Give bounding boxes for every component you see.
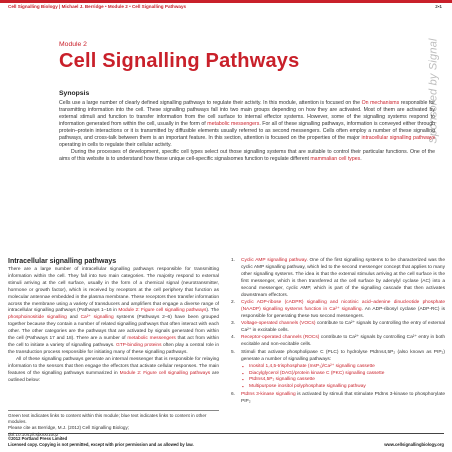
link-mammalian-cell-types[interactable]: mammalian cell types xyxy=(310,156,361,163)
copyright-text: ©2012 Portland Press Limited xyxy=(8,436,68,441)
citation-text: Please cite as Berridge, M.J. (2012) Cell Signalling Biology; xyxy=(8,425,130,431)
link-gtp-binding-proteins[interactable]: GTP-binding proteins xyxy=(115,342,162,348)
page-title: Cell Signalling Pathways xyxy=(59,50,300,72)
doi-text: doi:10.1042/csb0001002 xyxy=(8,431,59,437)
link-legend-note: Green text indicates links to content within this module; blue text indicates links to content in other modules. xyxy=(8,413,207,425)
synopsis-heading: Synopsis xyxy=(59,90,90,97)
module-label: Module 2 xyxy=(59,41,87,48)
sublist-item[interactable]: ▪ Diacylglycerol (DAG)/protein kinase C (PKC) signalling cassette xyxy=(242,370,385,376)
list-item: 1. Cyclic AMP signalling pathway. One of the first signalling systems to be characterized was the cyclic AMP signalling pathway, which led to the second messenger concept that applies to many other signalling systems. The idea is that the external stimulus arriving at the cell surface is the first messenger, which is then transferred at the cell surface by adenylyl cyclase (AC) into a second messenger, cyclic AMP, which is part of the signalling cascade that then activates downstream effectors. xyxy=(231,258,445,298)
link-figure-cell-signalling-pathways[interactable]: Module 2: Figure cell signalling pathways xyxy=(119,370,211,376)
pathway-sublist xyxy=(241,364,445,392)
running-head: Cell Signalling Biology | Michael J. Berridge • Module 2 • Cell Signalling Pathways xyxy=(8,4,187,9)
page-header xyxy=(0,0,452,16)
list-item: 5. Stimuli that activate phospholipase C (PLC) to hydrolyse PtdIns4,5P₂ (also known as PIP₂) generate a number of signalling pathways: ▪ Inositol 1,4,5-trisphosphate (InsP₃)/Ca²⁺ signalling cassette ▪ Diacylglycerol (DAG)/protein kinase C (PKC) signalling cassette ▪ PtdIns4,5P₂ signalling cassette ▪ Multipurpose inositol polyphosphate signalling pathway xyxy=(231,349,445,390)
link-phosphoinositide-signalling[interactable]: phosphoinositide signalling xyxy=(8,315,67,321)
right-column xyxy=(230,258,445,406)
link-intracellular-signalling-pathways[interactable]: intracellular signalling pathways xyxy=(361,135,436,142)
synopsis-paragraph: During the processes of development, specific cell types select out those signalling systems that are suitable to control their particular functions. One of the aims of this website is to understand how these unique cell-specific signalsomes function to regulate different mammalian cell types. xyxy=(59,149,435,163)
link-metabolic-messengers[interactable]: metabolic messengers xyxy=(127,336,176,342)
license-text: Licensed copy. Copying is not permitted, except with prior permission and as allowed by law. xyxy=(8,441,194,447)
section-heading: Intracellular signalling pathways xyxy=(8,258,117,265)
body-paragraph: All of these signalling pathways generate an internal messenger that is responsible for relaying information to the sensors that then engage the effectors that activate cellular responses. The main features of the signalling pathways summarized in Module 2: Figure cell signalling pathways are outlined below: xyxy=(8,356,219,383)
synopsis-body xyxy=(59,100,435,163)
link-ca-signalling[interactable]: Ca²⁺ signalling xyxy=(80,315,114,321)
pathway-list xyxy=(230,258,445,406)
list-item: 6. PtdIns 3-kinase signalling is activated by stimuli that stimulate PtdIns 3-kinase to phosphorylate PIP₂ xyxy=(231,391,445,404)
link-cadpr-naadp[interactable]: Cyclic ADP-ribose (cADPR) signalling and nicotinic acid–adenine dinucleotide phosphate (NAADP) signalling systems function in Ca²⁺ signalling xyxy=(241,299,445,312)
footer-url[interactable]: www.cellsignallingbiology.org xyxy=(384,441,444,447)
synopsis-paragraph: Cells use a large number of clearly defined signalling pathways to regulate their activity. In this module, attention is focused on the On mechanisms responsible for transmitting information into the cell. These signalling pathways fall into two main groups depending on how they are activated. Most of them are activated by external stimuli and function to transfer information from the cell surface to internal effector systems. However, some of the signalling systems respond to information generated from within the cell, usually in the form of metabolic messengers. For all of these signalling pathways, information is conveyed either through protein–protein interactions or it is transmitted by diffusible elements usually referred to as second messengers. Cells often employ a number of these signalling pathways, and cross-talk between them is an important feature. In this section, attention is focused on the properties of the major intracellular signalling pathways operating in cells to regulate their cellular activity. xyxy=(59,100,436,149)
list-item: 2. Cyclic ADP-ribose (cADPR) signalling and nicotinic acid–adenine dinucleotide phosphate (NAADP) signalling systems function in Ca²⁺ signalling. An ADP-ribosyl cyclase (ADP-RC) is responsible for generating these two second messengers. xyxy=(231,299,445,319)
link-cyclic-amp[interactable]: Cyclic AMP signalling pathway xyxy=(241,258,307,263)
sublist-item[interactable]: ▪ Multipurpose inositol polyphosphate signalling pathway xyxy=(242,384,366,390)
list-item: 4. Receptor-operated channels (ROCs) contribute to Ca²⁺ signals by controlling Ca²⁺ entry in both excitable and non-excitable cells. xyxy=(231,335,446,348)
link-ptdins-3-kinase[interactable]: PtdIns 3-kinase signalling xyxy=(241,391,296,397)
body-paragraph: There are a large number of intracellular signalling pathways responsible for transmitting information within the cell. They fall into two main categories. The majority respond to external stimuli arriving at the cell surface, usually in the form of a chemical signal (neurotransmitter, hormone or growth factor), which is received by receptors at the cell periphery that function as molecular antennae embedded in the plasma membrane. These receptors then transfer information across the membrane using a variety of transducers and amplifiers that engage a diverse range of intracellular signalling pathways (Pathways 1–16 in Module 2: Figure cell signalling pathways). The phosphoinositide signalling and Ca²⁺ signalling systems (Pathways 2–6) have been grouped together because they contain a number of related signalling pathways that often interact with each other. The other categories are the pathways that are activated by signals generated from within the cell (Pathways 17 and 18). There are a number of metabolic messengers that act from within the cell to initiate a variety of signalling pathways. GTP-binding proteins often play a central role in the transduction process responsible for initiating many of these signalling pathways. xyxy=(8,267,220,355)
page-footer xyxy=(8,433,444,447)
link-vocs[interactable]: Voltage-operated channels (VOCs) xyxy=(241,321,316,327)
link-figure-cell-signalling-pathways[interactable]: Module 2: Figure cell signalling pathways xyxy=(118,308,207,314)
page-number: 2▪1 xyxy=(435,4,442,9)
sublist-item[interactable]: ▪ PtdIns4,5P₂ signalling cassette xyxy=(242,377,315,383)
link-metabolic-messengers[interactable]: metabolic messengers xyxy=(207,121,260,128)
link-on-mechanisms[interactable]: On mechanisms xyxy=(361,100,400,106)
header-rule xyxy=(0,0,452,3)
link-rocs[interactable]: Receptor-operated channels (ROCs) xyxy=(241,335,320,341)
left-column xyxy=(8,258,219,384)
sponsor-logo: Sponsored by Signal xyxy=(428,38,441,144)
list-item: 3. Voltage-operated channels (VOCs) contribute to Ca²⁺ signals by controlling the entry of external Ca²⁺ in excitable cells. xyxy=(231,321,445,334)
sublist-item[interactable]: ▪ Inositol 1,4,5-trisphosphate (InsP₃)/Ca²⁺ signalling cassette xyxy=(242,363,375,369)
